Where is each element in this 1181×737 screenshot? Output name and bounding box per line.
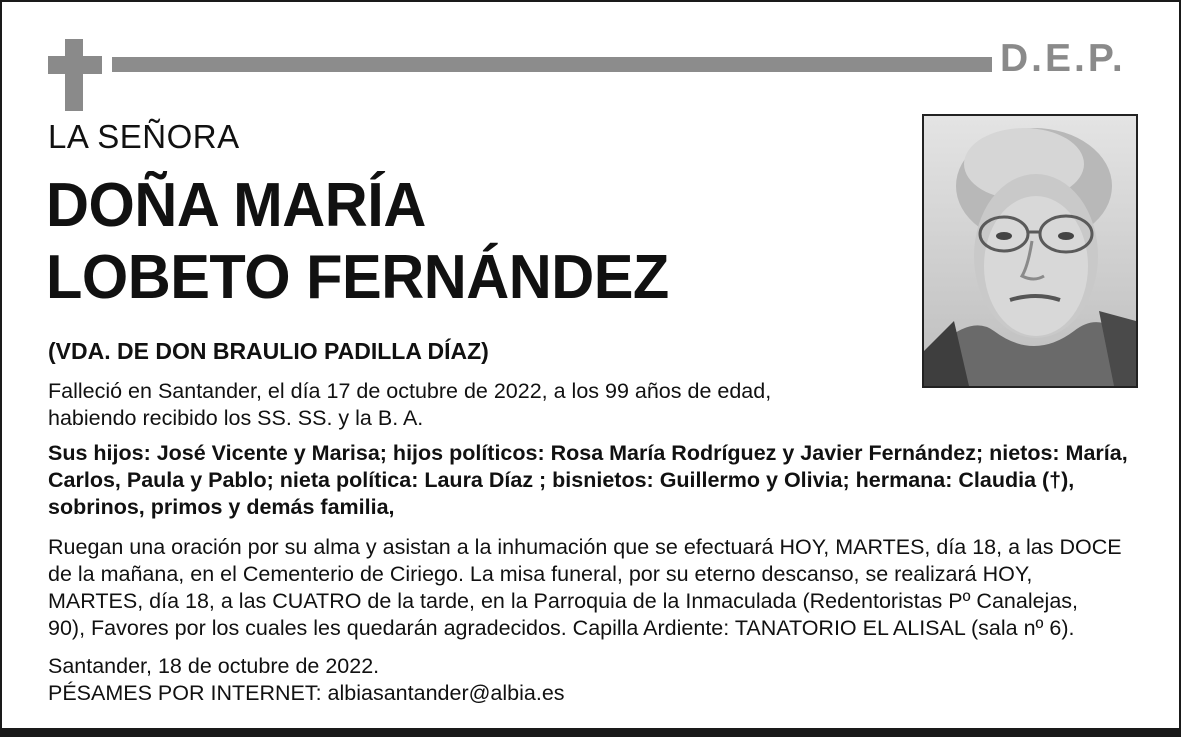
- death-paragraph: [48, 378, 771, 432]
- text-line: Falleció en Santander, el día 17 de octubre de 2022, a los 99 años de edad,: [48, 379, 772, 403]
- text-line: Ruegan una oración por su alma y asistan a la inhumación que se efectuará HOY, MARTES, día 18, a las DOCE: [48, 535, 1122, 559]
- salutation: LA SEÑORA: [48, 118, 240, 155]
- condolences-line: PÉSAMES POR INTERNET: albiasantander@albia.es: [48, 681, 565, 705]
- dep-label: D.E.P.: [1000, 37, 1126, 80]
- text-line: sobrinos, primos y demás familia,: [48, 495, 395, 519]
- prayer-paragraph: [48, 534, 1122, 642]
- closing-paragraph: [48, 653, 565, 707]
- portrait-photo: [922, 114, 1138, 388]
- text-line: 90), Favores por los cuales les quedarán agradecidos. Capilla Ardiente: TANATORIO EL ALISAL (sala nº 6).: [48, 616, 1075, 640]
- name-line: DOÑA MARÍA: [46, 171, 426, 240]
- text-line: Sus hijos: José Vicente y Marisa; hijos políticos: Rosa María Rodríguez y Javier Fernández; nietos: María,: [48, 441, 1128, 465]
- name-line: LOBETO FERNÁNDEZ: [46, 243, 669, 312]
- deceased-name: [46, 170, 669, 314]
- text-line: MARTES, día 18, a las CUATRO de la tarde, en la Parroquia de la Inmaculada (Redentoristas Pº Canalejas,: [48, 589, 1079, 613]
- text-line: Carlos, Paula y Pablo; nieta política: Laura Díaz ; bisnietos: Guillermo y Olivia; hermana: Claudia (†),: [48, 468, 1075, 492]
- header-rule: [112, 57, 992, 72]
- widow-of-line: (VDA. DE DON BRAULIO PADILLA DÍAZ): [48, 338, 489, 364]
- bottom-border: [2, 728, 1179, 735]
- family-paragraph: [48, 440, 1128, 521]
- text-line: habiendo recibido los SS. SS. y la B. A.: [48, 406, 424, 430]
- date-line: Santander, 18 de octubre de 2022.: [48, 654, 380, 678]
- text-line: de la mañana, en el Cementerio de Ciriego. La misa funeral, por su eterno descanso, se realizará HOY,: [48, 562, 1033, 586]
- cross-icon: [48, 39, 102, 111]
